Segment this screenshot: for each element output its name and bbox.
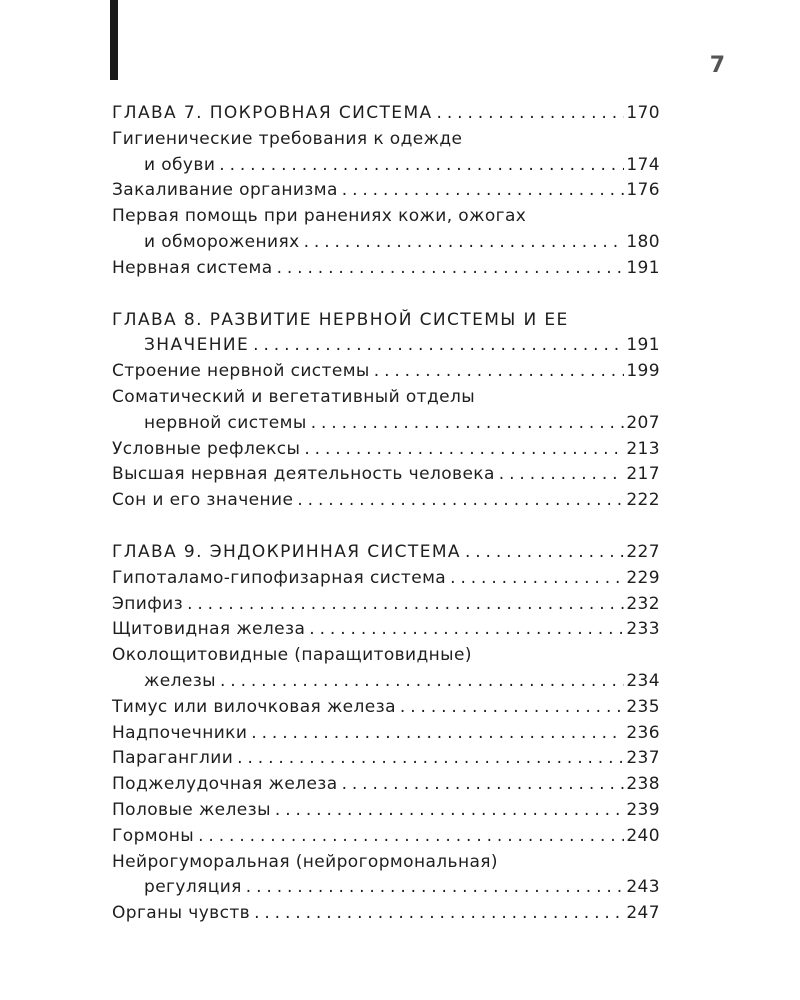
toc-entry — [112, 204, 660, 256]
toc-entry-title: нервной системы — [144, 412, 307, 433]
toc-entry-title: регуляция — [144, 877, 242, 898]
dot-leader — [309, 617, 624, 643]
toc-entry-title: Нейрогуморальная (нейрогормональная) — [112, 851, 498, 872]
dot-leader — [251, 721, 624, 747]
toc-entry-title: Надпочечники — [112, 722, 248, 743]
toc-entry — [112, 746, 660, 772]
toc-page-number: 238 — [626, 774, 660, 795]
toc-entry — [112, 178, 660, 204]
dot-leader — [499, 462, 625, 488]
dot-leader — [237, 746, 624, 772]
toc-page-number: 236 — [626, 722, 660, 743]
toc-entry-title: ЗНАЧЕНИЕ — [144, 335, 250, 356]
dot-leader — [220, 669, 624, 695]
toc-entry — [112, 488, 660, 514]
toc-page-number: 232 — [626, 593, 660, 614]
toc-entry — [112, 643, 660, 695]
toc-page-number: 237 — [626, 748, 660, 769]
toc-section — [112, 101, 660, 282]
toc-entry — [112, 385, 660, 437]
toc-page-number: 207 — [626, 412, 660, 433]
toc-entry — [112, 127, 660, 179]
toc-entry-title: Гормоны — [112, 825, 195, 846]
dot-leader — [400, 695, 624, 721]
dot-leader — [342, 178, 625, 204]
toc-entry-title: Строение нервной системы — [112, 361, 370, 382]
dot-leader — [304, 230, 625, 256]
toc-entry — [112, 592, 660, 618]
toc-entry-title: Поджелудочная железа — [112, 774, 338, 795]
toc-page-number: 227 — [626, 541, 660, 562]
toc-entry-title: Закаливание организма — [112, 180, 338, 201]
toc-entry — [112, 617, 660, 643]
toc-entry — [112, 462, 660, 488]
toc-page-number: 176 — [626, 180, 660, 201]
toc-entry — [112, 256, 660, 282]
toc-entry — [112, 824, 660, 850]
toc-entry-title: Тимус или вилочковая железа — [112, 696, 396, 717]
toc-entry — [112, 359, 660, 385]
page-number: 7 — [709, 53, 725, 78]
toc-page-number: 243 — [626, 877, 660, 898]
dot-leader — [253, 333, 624, 359]
dot-leader — [187, 592, 624, 618]
toc-page-number: 239 — [626, 799, 660, 820]
toc-entry — [112, 901, 660, 927]
dot-leader — [374, 359, 625, 385]
toc-entry-title: Органы чувств — [112, 903, 251, 924]
toc-entry — [112, 772, 660, 798]
toc-entry-title: Щитовидная железа — [112, 619, 306, 640]
toc-entry-title: ГЛАВА 7. ПОКРОВНАЯ СИСТЕМА — [112, 103, 433, 123]
toc-page-number: 180 — [626, 231, 660, 252]
toc-entry-title: Высшая нервная деятельность человека — [112, 464, 495, 485]
dot-leader — [246, 875, 625, 901]
dot-leader — [219, 153, 624, 179]
toc-entry-title: и обморожениях — [144, 231, 300, 252]
toc-entry-title: Нервная система — [112, 257, 273, 278]
toc-entry — [112, 695, 660, 721]
dot-leader — [275, 798, 624, 824]
dot-leader — [297, 488, 624, 514]
toc-entry-title: Околощитовидные (паращитовидные) — [112, 645, 472, 666]
toc-entry-title: Сон и его значение — [112, 490, 294, 511]
toc-section — [112, 540, 660, 927]
toc-entry — [112, 850, 660, 902]
toc-page-number: 199 — [626, 361, 660, 382]
toc-entry-title: ГЛАВА 9. ЭНДОКРИННАЯ СИСТЕМА — [112, 541, 461, 562]
decorative-margin-bar — [110, 0, 118, 80]
toc-page-number: 247 — [626, 903, 660, 924]
dot-leader — [277, 256, 625, 282]
table-of-contents — [112, 101, 660, 953]
toc-entry-title: Эпифиз — [112, 593, 184, 614]
toc-entry-title: Параганглии — [112, 748, 234, 769]
toc-page-number: 233 — [626, 619, 660, 640]
toc-entry-title: Условные рефлексы — [112, 438, 301, 459]
toc-page-number: 235 — [626, 696, 660, 717]
toc-page-number: 213 — [626, 438, 660, 459]
toc-page-number: 174 — [626, 154, 660, 175]
dot-leader — [304, 437, 624, 463]
toc-entry — [112, 798, 660, 824]
toc-section — [112, 308, 660, 514]
dot-leader — [450, 566, 624, 592]
toc-page-number: 191 — [626, 257, 660, 278]
dot-leader — [437, 101, 625, 127]
dot-leader — [311, 411, 625, 437]
toc-entry-title: Соматический и вегетативный отделы — [112, 386, 476, 407]
toc-page-number: 240 — [626, 825, 660, 846]
toc-page-number: 170 — [626, 103, 660, 123]
dot-leader — [342, 772, 625, 798]
toc-chapter-heading — [112, 308, 660, 360]
toc-entry-title: ГЛАВА 8. РАЗВИТИЕ НЕРВНОЙ СИСТЕМЫ И ЕЕ — [112, 309, 569, 330]
toc-chapter-heading — [112, 540, 660, 566]
toc-page-number: 191 — [626, 335, 660, 356]
toc-page-number: 222 — [626, 490, 660, 511]
toc-entry-title: и обуви — [144, 154, 216, 175]
toc-entry — [112, 437, 660, 463]
toc-chapter-heading — [112, 101, 660, 127]
toc-entry — [112, 566, 660, 592]
dot-leader — [465, 540, 624, 566]
toc-page-number: 234 — [626, 670, 660, 691]
toc-entry-title: железы — [144, 670, 216, 691]
toc-entry-title: Гипоталамо-гипофизарная система — [112, 567, 447, 588]
toc-entry — [112, 721, 660, 747]
toc-page-number: 229 — [626, 567, 660, 588]
toc-entry-title: Половые железы — [112, 799, 271, 820]
dot-leader — [198, 824, 624, 850]
toc-page-number: 217 — [626, 464, 660, 485]
toc-entry-title: Первая помощь при ранениях кожи, ожогах — [112, 206, 527, 227]
toc-entry-title: Гигиенические требования к одежде — [112, 128, 463, 149]
dot-leader — [254, 901, 624, 927]
